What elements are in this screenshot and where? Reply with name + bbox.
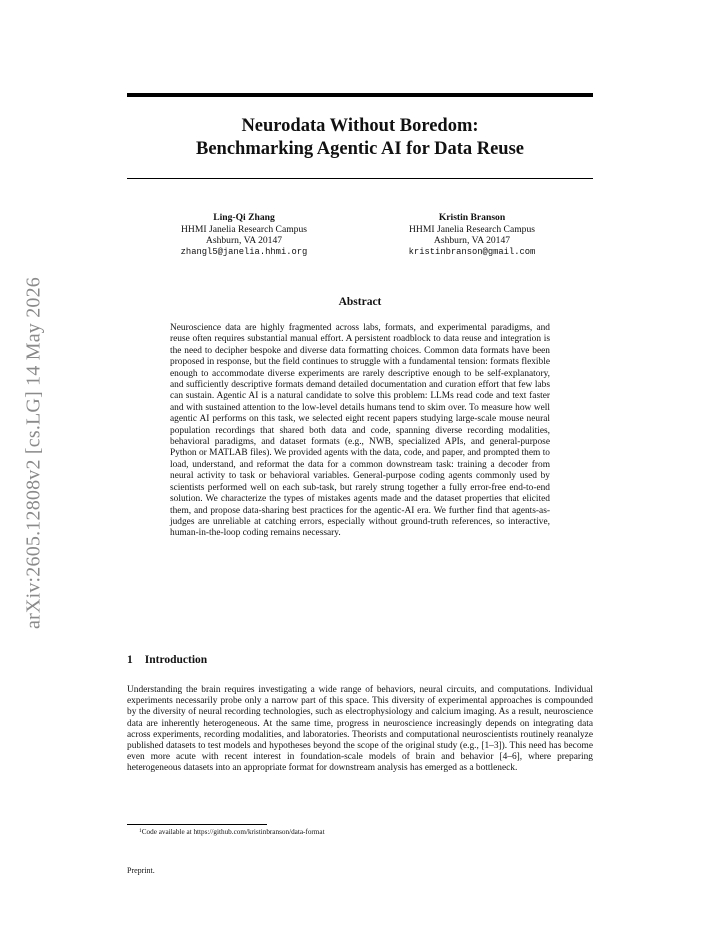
footnote-text[interactable]: Code available at https://github.com/kristinbranson/data-format — [141, 828, 325, 836]
author-2-email[interactable]: kristinbranson@gmail.com — [408, 246, 536, 257]
paper-title-line-2: Benchmarking Agentic AI for Data Reuse — [195, 139, 525, 159]
section-heading-introduction — [127, 654, 207, 666]
author-block — [127, 212, 593, 272]
title-top-rule — [127, 93, 593, 97]
author-1-location: Ashburn, VA 20147 — [205, 235, 283, 247]
author-1-affiliation: HHMI Janelia Research Campus — [180, 223, 308, 235]
section-number: 1 — [127, 654, 133, 666]
paper-title — [127, 115, 593, 161]
section-title: Introduction — [144, 654, 208, 666]
footnote — [139, 828, 325, 836]
preprint-label: Preprint. — [127, 866, 155, 875]
author-2-name: Kristin Branson — [438, 212, 506, 223]
abstract-text: Neuroscience data are highly fragmented across labs, formats, and experimental paradigms, and reuse often requires substantial manual effort. A persistent roadblock to data reuse and integration is the need to decipher bespoke and diverse data formatting choices. Common data formats have been proposed in response, but the field continues to struggle with a fundamental tension: formats flexible enough to accommodate diverse experiments are rarely descriptive enough to be self-explanatory, and sufficiently descriptive formats demand detailed documentation and curation effort that few labs can sustain. Agentic AI is a natural candidate to solve this problem: LLMs read code and text faster and with sustained attention to the low-level details humans tend to skim over. To measure how well agentic AI performs on this task, we selected eight recent papers studying large-scale mouse neural population recordings that shared both data and code, spanning diverse recording modalities, behavioral paradigms, and dataset formats (e.g., NWB, specialized APIs, and general-purpose Python or MATLAB files). We provided agents with the data, code, and paper, and prompted them to load, understand, and reformat the data for a common downstream task: training a decoder from neural activity to task or behavioral variables. General-purpose coding agents commonly used by scientists performed well on each sub-task, but rarely strung together a fully error-free end-to-end solution. We characterize the types of mistakes agents made and the dataset properties that elicited them, and propose data-sharing best practices for the agentic-AI era. We further find that agents-as-judges are unreliable at catching errors, especially without ground-truth references, so interactive, human-in-the-loop coding remains necessary. — [170, 323, 550, 539]
title-bottom-rule — [127, 178, 593, 179]
paper-title-line-1: Neurodata Without Boredom: — [241, 116, 479, 136]
arxiv-identifier-stamp — [24, 258, 44, 648]
footnote-mark: 1 — [139, 828, 142, 834]
author-2-location: Ashburn, VA 20147 — [433, 235, 511, 247]
author-1-name: Ling-Qi Zhang — [213, 212, 275, 223]
arxiv-identifier-text: arXiv:2605.12808v2 [cs.LG] 14 May 2026 — [22, 277, 45, 629]
abstract-heading: Abstract — [338, 296, 382, 308]
author-2-affiliation: HHMI Janelia Research Campus — [408, 223, 536, 235]
author-1-email[interactable]: zhangl5@janelia.hhmi.org — [180, 246, 308, 257]
author-2 — [372, 212, 572, 258]
footnote-rule — [127, 824, 267, 825]
author-1 — [144, 212, 344, 258]
introduction-text: Understanding the brain requires investigating a wide range of behaviors, neural circuits, and computations. Individual experiments necessarily probe only a narrow part of this space. This diversity of experimental approaches is compounded by the diversity of neural recording technologies, such as electrophysiology and calcium imaging. As a result, neuroscience data are inherently heterogeneous. At the same time, progress in neuroscience increasingly depends on integrating data across experiments, recording modalities, and laboratories. Theorists and computational neuroscientists routinely reanalyze published datasets to test models and hypotheses beyond the scope of the original study (e.g., [1–3]). This need has become even more acute with recent interest in foundation-scale models of brain and behavior [4–6], where preparing heterogeneous datasets into an appropriate format for downstream analysis has emerged as a bottleneck. — [127, 685, 593, 774]
